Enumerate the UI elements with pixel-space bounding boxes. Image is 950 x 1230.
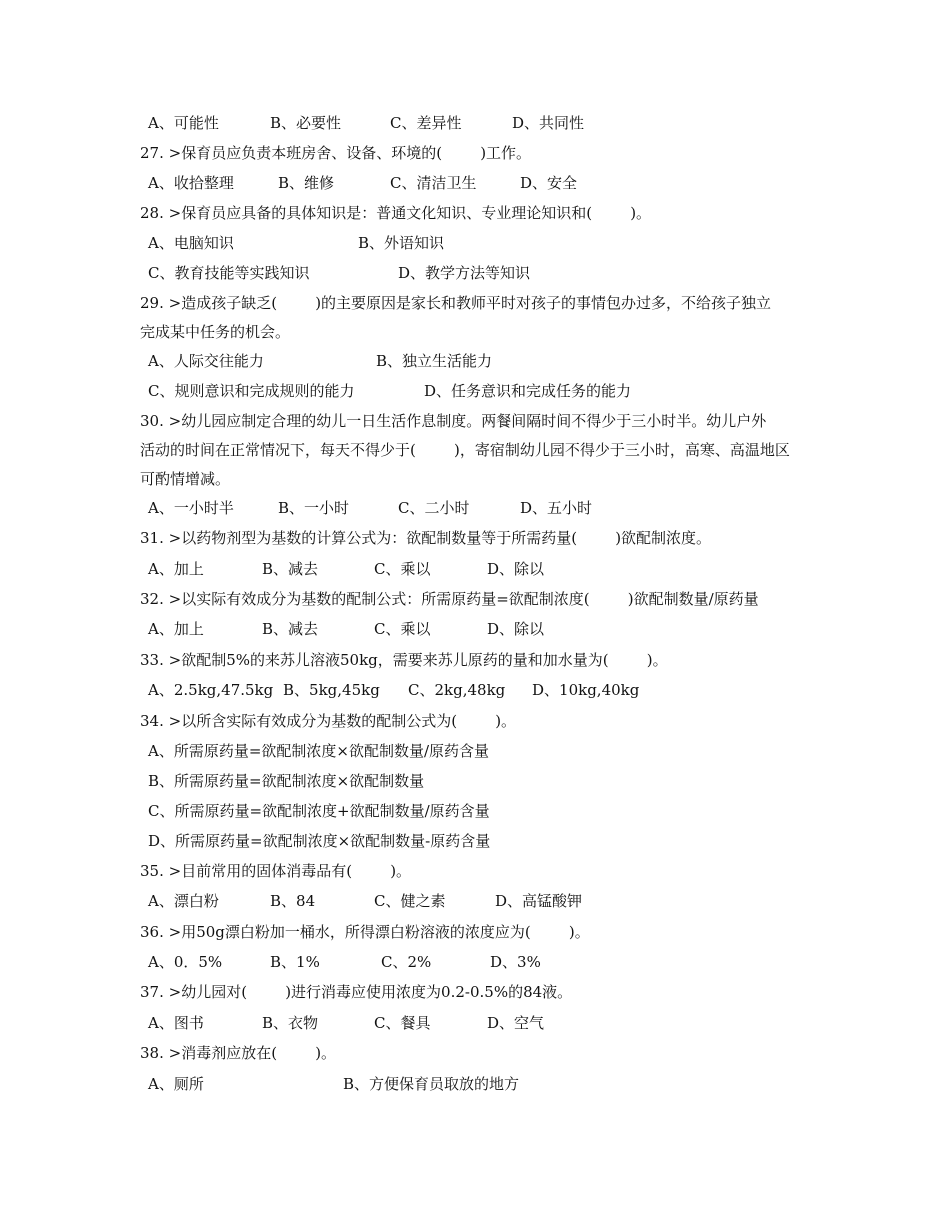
q35-option-b: B、84 xyxy=(270,892,316,910)
q32-option-d: D、除以 xyxy=(487,620,545,638)
q28-option-c: C、教育技能等实践知识 xyxy=(148,264,310,282)
q34-option-c: C、所需原药量=欲配制浓度+欲配制数量/原药含量 xyxy=(148,802,490,820)
q31-option-b: B、减去 xyxy=(262,560,319,578)
q38-option-a: A、厕所 xyxy=(148,1075,204,1093)
q35-option-c: C、健之素 xyxy=(374,892,446,910)
q30-option-c: C、二小时 xyxy=(398,499,470,517)
q29-option-b: B、独立生活能力 xyxy=(376,352,493,370)
q29-option-c: C、规则意识和完成规则的能力 xyxy=(148,382,355,400)
q26-option-b: B、必要性 xyxy=(270,114,342,132)
q37-stem: 37. >幼儿园对( )进行消毒应使用浓度为0.2-0.5%的84液。 xyxy=(140,983,573,1001)
q35-option-d: D、高锰酸钾 xyxy=(495,892,583,910)
q31-stem: 31. >以药物剂型为基数的计算公式为：欲配制数量等于所需药量( )欲配制浓度。 xyxy=(140,529,712,547)
q26-option-d: D、共同性 xyxy=(512,114,585,132)
q37-option-c: C、餐具 xyxy=(374,1014,431,1032)
q33-option-a: A、2.5kg,47.5kg xyxy=(148,681,274,699)
q28-stem: 28. >保育员应具备的具体知识是：普通文化知识、专业理论知识和( )。 xyxy=(140,204,652,222)
q33-stem: 33. >欲配制5%的来苏儿溶液50kg，需要来苏儿原药的量和加水量为( )。 xyxy=(140,651,668,669)
q28-option-d: D、教学方法等知识 xyxy=(398,264,531,282)
q36-option-a: A、0．5% xyxy=(148,953,223,971)
q37-option-a: A、图书 xyxy=(148,1014,204,1032)
q38-stem: 38. >消毒剂应放在( )。 xyxy=(140,1044,337,1062)
q32-option-c: C、乘以 xyxy=(374,620,431,638)
q27-option-b: B、维修 xyxy=(278,174,335,192)
q37-option-d: D、空气 xyxy=(487,1014,545,1032)
q27-option-c: C、清洁卫生 xyxy=(390,174,477,192)
q26-option-a: A、可能性 xyxy=(148,114,219,132)
q30-stem-line-2: 活动的时间在正常情况下，每天不得少于( )，寄宿制幼儿园不得少于三小时，高寒、高温地区 xyxy=(140,441,790,459)
q33-option-b: B、5kg,45kg xyxy=(283,681,380,699)
q34-option-d: D、所需原药量=欲配制浓度×欲配制数量-原药含量 xyxy=(148,832,491,850)
q27-stem: 27. >保育员应负责本班房舍、设备、环境的( )工作。 xyxy=(140,144,532,162)
q29-option-a: A、人际交往能力 xyxy=(148,352,264,370)
q33-option-c: C、2kg,48kg xyxy=(408,681,506,699)
q28-option-a: A、电脑知识 xyxy=(148,234,234,252)
q30-option-a: A、一小时半 xyxy=(148,499,234,517)
q34-option-a: A、所需原药量=欲配制浓度×欲配制数量/原药含量 xyxy=(148,742,490,760)
q30-option-b: B、一小时 xyxy=(278,499,350,517)
q33-option-d: D、10kg,40kg xyxy=(532,681,640,699)
q30-stem-line-1: 30. >幼儿园应制定合理的幼儿一日生活作息制度。两餐间隔时间不得少于三小时半。幼儿户外 xyxy=(140,412,767,430)
q32-stem: 32. >以实际有效成分为基数的配制公式：所需原药量=欲配制浓度( )欲配制数量/原药量 xyxy=(140,590,759,608)
q34-option-b: B、所需原药量=欲配制浓度×欲配制数量 xyxy=(148,772,425,790)
q28-option-b: B、外语知识 xyxy=(358,234,445,252)
q29-option-d: D、任务意识和完成任务的能力 xyxy=(424,382,632,400)
q36-option-b: B、1% xyxy=(270,953,320,971)
q32-option-a: A、加上 xyxy=(148,620,204,638)
q35-option-a: A、漂白粉 xyxy=(148,892,219,910)
q29-stem-line-1: 29. >造成孩子缺乏( )的主要原因是家长和教师平时对孩子的事情包办过多，不给孩子独立 xyxy=(140,294,772,312)
q27-option-a: A、收拾整理 xyxy=(148,174,234,192)
q34-stem: 34. >以所含实际有效成分为基数的配制公式为( )。 xyxy=(140,712,517,730)
q31-option-c: C、乘以 xyxy=(374,560,431,578)
q31-option-a: A、加上 xyxy=(148,560,204,578)
q29-stem-line-2: 完成某中任务的机会。 xyxy=(140,323,291,341)
q30-option-d: D、五小时 xyxy=(520,499,593,517)
q32-option-b: B、减去 xyxy=(262,620,319,638)
q27-option-d: D、安全 xyxy=(520,174,578,192)
q38-option-b: B、方便保育员取放的地方 xyxy=(343,1075,520,1093)
q31-option-d: D、除以 xyxy=(487,560,545,578)
q36-option-d: D、3% xyxy=(490,953,541,971)
q36-option-c: C、2% xyxy=(381,953,432,971)
q26-option-c: C、差异性 xyxy=(390,114,462,132)
q37-option-b: B、衣物 xyxy=(262,1014,319,1032)
q36-stem: 36. >用50g漂白粉加一桶水，所得漂白粉溶液的浓度应为( )。 xyxy=(140,923,590,941)
q30-stem-line-3: 可酌情增减。 xyxy=(140,470,231,488)
q35-stem: 35. >目前常用的固体消毒品有( )。 xyxy=(140,862,412,880)
